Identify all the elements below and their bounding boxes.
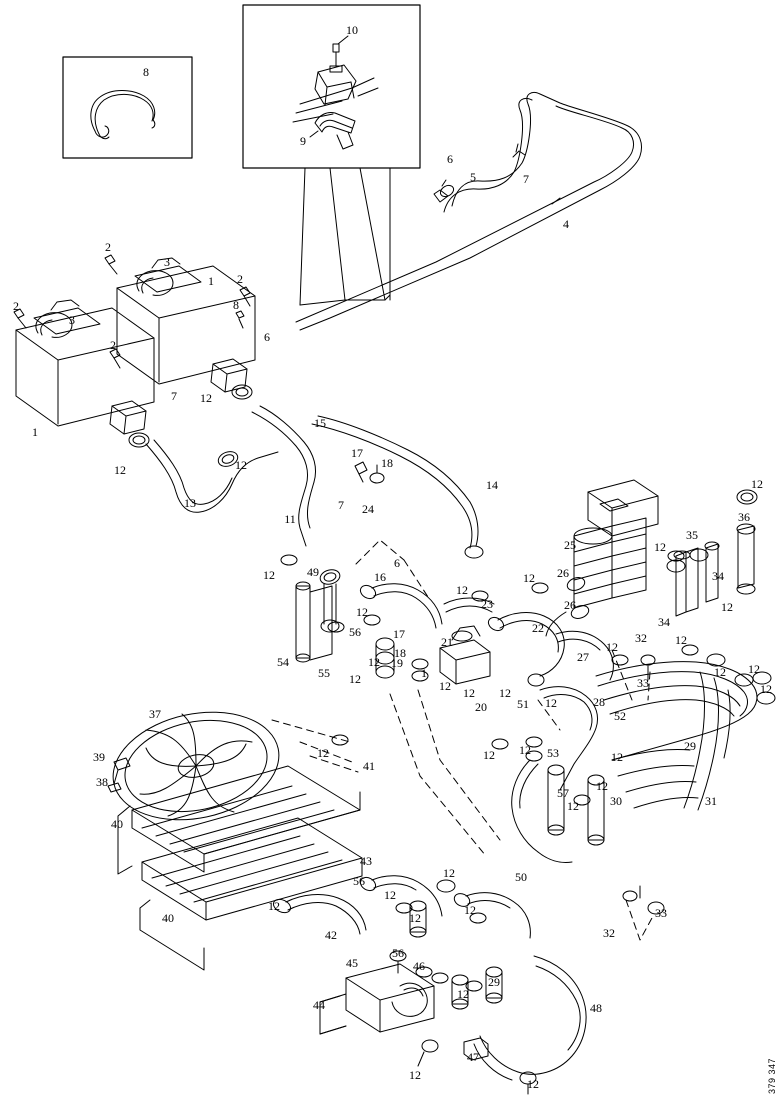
callout-29: 29 — [684, 739, 696, 753]
callout-1b: 1 — [32, 425, 38, 439]
callout-4: 4 — [563, 217, 569, 231]
callout-41: 41 — [363, 759, 375, 773]
callout-12e: 12 — [356, 605, 368, 619]
callout-54: 54 — [277, 655, 289, 669]
callout-12ac: 12 — [384, 888, 396, 902]
bottom-pump-assembly — [320, 951, 586, 1094]
callout-12i: 12 — [751, 477, 763, 491]
callout-49: 49 — [307, 565, 319, 579]
callout-12q: 12 — [349, 672, 361, 686]
callout-12z: 12 — [567, 799, 579, 813]
callout-3a: 3 — [164, 255, 170, 269]
callout-12ah: 12 — [409, 1068, 421, 1082]
callout-29b: 29 — [488, 975, 500, 989]
callout-22: 22 — [532, 621, 544, 635]
callout-33a: 33 — [637, 676, 649, 690]
right-pipe-group — [667, 490, 757, 616]
callout-8a: 8 — [143, 65, 149, 79]
callout-12g: 12 — [523, 571, 535, 585]
callout-2c: 2 — [13, 299, 19, 313]
callout-40b: 40 — [162, 911, 174, 925]
callout-27: 27 — [577, 650, 589, 664]
callout-33b: 33 — [655, 906, 667, 920]
callout-57: 57 — [557, 786, 569, 800]
callout-2d: 2 — [110, 338, 116, 352]
callout-42: 42 — [325, 928, 337, 942]
callout-12l: 12 — [606, 640, 618, 654]
callout-12r: 12 — [545, 696, 557, 710]
inset-bracket-detail — [243, 5, 420, 168]
callout-12o: 12 — [760, 682, 772, 696]
callout-51: 51 — [517, 697, 529, 711]
callout-12d: 12 — [263, 568, 275, 582]
callout-35: 35 — [686, 528, 698, 542]
callout-21: 21 — [441, 635, 453, 649]
callout-12j: 12 — [721, 600, 733, 614]
callout-50: 50 — [515, 870, 527, 884]
inset-clip-detail — [63, 57, 192, 158]
callout-12aa: 12 — [596, 779, 608, 793]
callout-20: 20 — [475, 700, 487, 714]
callout-1a: 1 — [208, 274, 214, 288]
callout-6b: 6 — [264, 330, 270, 344]
figure-code: 379 347 — [767, 1057, 777, 1094]
callout-48: 48 — [590, 1001, 602, 1015]
callout-12p: 12 — [368, 655, 380, 669]
callout-56c: 56 — [392, 946, 404, 960]
callout-7c: 7 — [338, 498, 344, 512]
callout-3b: 3 — [69, 313, 75, 327]
callout-12s: 12 — [439, 679, 451, 693]
callout-12f: 12 — [456, 583, 468, 597]
callout-39: 39 — [93, 750, 105, 764]
callout-56a: 56 — [349, 625, 361, 639]
callout-26a: 26 — [557, 566, 569, 580]
callout-8b: 8 — [233, 298, 239, 312]
callout-46: 46 — [413, 959, 425, 973]
callout-16: 16 — [374, 570, 386, 584]
callout-34b: 34 — [658, 615, 670, 629]
callout-18a: 18 — [381, 456, 393, 470]
callout-23a: 23 — [481, 597, 493, 611]
lower-left-hoses — [271, 875, 530, 938]
callout-12ai: 12 — [527, 1077, 539, 1091]
callout-12k: 12 — [675, 633, 687, 647]
callout-45: 45 — [346, 956, 358, 970]
callout-28: 28 — [593, 695, 605, 709]
callout-14: 14 — [486, 478, 498, 492]
callout-18b: 18 — [394, 646, 406, 660]
callout-12ad: 12 — [443, 866, 455, 880]
callout-44: 44 — [313, 998, 325, 1012]
callout-55: 55 — [318, 666, 330, 680]
callout-12ae: 12 — [409, 911, 421, 925]
callout-12t: 12 — [463, 686, 475, 700]
callout-17b: 17 — [393, 627, 405, 641]
callout-1c: 1 — [421, 666, 427, 680]
callout-36: 36 — [738, 510, 750, 524]
callout-12m: 12 — [714, 665, 726, 679]
callout-17a: 17 — [351, 446, 363, 460]
callout-12b: 12 — [114, 463, 126, 477]
callout-13: 13 — [184, 496, 196, 510]
callout-7a: 7 — [523, 172, 529, 186]
callout-34a: 34 — [712, 569, 724, 583]
callout-12x: 12 — [519, 743, 531, 757]
left-component-rear — [105, 255, 255, 399]
callout-10: 10 — [346, 23, 358, 37]
callout-12h: 12 — [654, 540, 666, 554]
callout-2a: 2 — [105, 240, 111, 254]
dashed-leaders — [272, 540, 652, 940]
callout-56b: 56 — [353, 874, 365, 888]
callout-32a: 32 — [635, 631, 647, 645]
callout-15: 15 — [314, 416, 326, 430]
callout-25: 25 — [564, 538, 576, 552]
callout-43: 43 — [360, 854, 372, 868]
callout-12v: 12 — [317, 746, 329, 760]
callout-52: 52 — [614, 709, 626, 723]
callout-30: 30 — [610, 794, 622, 808]
callout-47: 47 — [467, 1050, 479, 1064]
callout-12c: 12 — [235, 458, 247, 472]
callout-2b: 2 — [237, 272, 243, 286]
callout-9: 9 — [300, 134, 306, 148]
right-pipe-bundle — [596, 654, 775, 914]
callout-12n: 12 — [748, 662, 760, 676]
callout-12af: 12 — [464, 903, 476, 917]
center-manifold — [296, 565, 564, 686]
callout-7b: 7 — [171, 389, 177, 403]
reservoir-assembly — [546, 480, 658, 636]
callout-53: 53 — [547, 746, 559, 760]
callout-12ag: 12 — [457, 987, 469, 1001]
callout-11: 11 — [284, 512, 296, 526]
callout-12y: 12 — [611, 750, 623, 764]
callout-37: 37 — [149, 707, 161, 721]
callout-12ab: 12 — [268, 899, 280, 913]
fan-assembly — [103, 698, 289, 835]
callout-5: 5 — [470, 170, 476, 184]
callout-40a: 40 — [111, 817, 123, 831]
callout-19: 19 — [391, 656, 403, 670]
callout-12a: 12 — [200, 391, 212, 405]
callout-12u: 12 — [499, 686, 511, 700]
callout-31: 31 — [705, 794, 717, 808]
callout-6a: 6 — [447, 152, 453, 166]
callout-32b: 32 — [603, 926, 615, 940]
callout-6c: 6 — [394, 556, 400, 570]
callout-12w: 12 — [483, 748, 495, 762]
callout-24: 24 — [362, 502, 374, 516]
callout-38: 38 — [96, 775, 108, 789]
callout-26b: 26 — [564, 598, 576, 612]
